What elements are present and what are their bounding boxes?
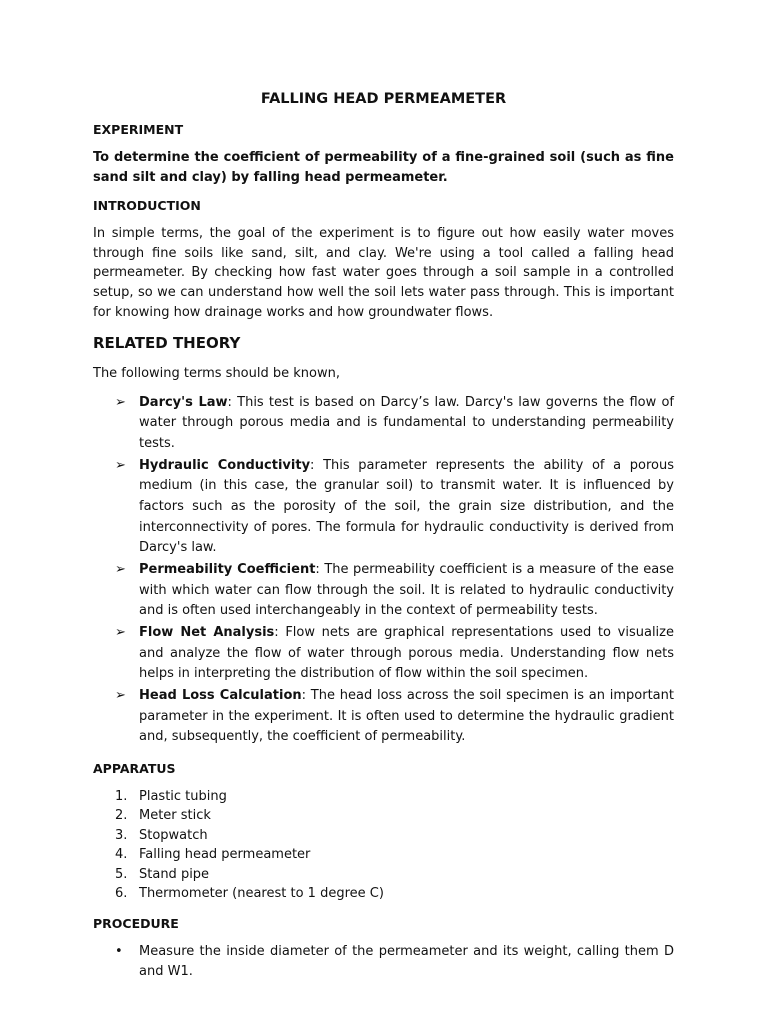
list-number: 2.	[115, 808, 128, 824]
introduction-text: In simple terms, the goal of the experiment is to figure out how easily water moves through fine soils like sand, silt, and clay. We're using a tool called a falling head permeameter. By checking how fast water goes through a soil sample in a controlled setup, so we can understand how well the soil lets water pass through. This is important for knowing how drainage works and how groundwater flows.	[93, 226, 674, 320]
list-item	[93, 884, 674, 903]
theory-description: : The permeability coefficient is a measure of the ease with which water can flow through the soil. It is related to hydraulic conductivity and is often used interchangeably in the context of permeability tests.	[139, 562, 675, 619]
theory-term-list	[93, 393, 674, 748]
list-item	[93, 560, 674, 622]
theory-description: : This test is based on Darcy’s law. Darcy's law governs the flow of water through porous media and is fundamental to understanding permeability tests.	[139, 394, 674, 451]
theory-term: Darcy's Law	[139, 394, 228, 410]
apparatus-heading: APPARATUS	[93, 761, 176, 777]
arrow-bullet-icon: ➢	[115, 625, 126, 641]
experiment-text: To determine the coefficient of permeability of a fine-grained soil (such as fine sand silt and clay) by falling head permeameter.	[93, 150, 674, 185]
list-number: 5.	[115, 866, 128, 882]
list-number: 1.	[115, 789, 128, 805]
list-item	[93, 623, 674, 685]
list-item	[93, 942, 674, 981]
arrow-bullet-icon: ➢	[115, 394, 126, 410]
apparatus-item: Stand pipe	[139, 866, 210, 882]
related-theory-intro: The following terms should be known,	[93, 366, 340, 382]
experiment-heading: EXPERIMENT	[93, 122, 184, 137]
arrow-bullet-icon: ➢	[115, 688, 126, 704]
list-item	[93, 787, 674, 806]
arrow-bullet-icon: ➢	[115, 457, 126, 473]
list-item	[93, 393, 674, 455]
procedure-step: Measure the inside diameter of the permeameter and its weight, calling them D and W1.	[139, 944, 674, 980]
arrow-bullet-icon: ➢	[115, 562, 126, 578]
list-item	[93, 456, 674, 559]
apparatus-item: Stopwatch	[139, 827, 208, 843]
list-item	[93, 865, 674, 884]
list-item	[93, 826, 674, 845]
list-number: 3.	[115, 827, 128, 843]
bullet-icon: •	[115, 944, 123, 960]
apparatus-item: Falling head permeameter	[139, 847, 311, 863]
theory-term: Head Loss Calculation	[139, 688, 302, 704]
list-number: 4.	[115, 847, 128, 863]
list-item	[93, 806, 674, 825]
list-item	[93, 686, 674, 748]
theory-term: Flow Net Analysis	[139, 625, 275, 641]
theory-term: Permeability Coefficient	[139, 562, 316, 578]
apparatus-list	[93, 787, 674, 903]
list-number: 6.	[115, 886, 128, 902]
theory-description: : The head loss across the soil specimen is an important parameter in the experiment. It is often used to determine the hydraulic gradient and, subsequently, the coefficient of permeability.	[139, 688, 674, 745]
related-theory-heading: RELATED THEORY	[93, 334, 241, 353]
procedure-heading: PROCEDURE	[93, 916, 179, 932]
apparatus-item: Thermometer (nearest to 1 degree C)	[139, 886, 384, 902]
theory-description: : Flow nets are graphical representations used to visualize and analyze the flow of water through porous media. Understanding flow nets helps in interpreting the distribution of flow within the soil specimen.	[139, 625, 674, 682]
introduction-heading: INTRODUCTION	[93, 198, 201, 214]
theory-description: : This parameter represents the ability of a porous medium (in this case, the granular soil) to transmit water. It is influenced by factors such as the porosity of the soil, the grain size distribution, and the interconnectivity of pores. The formula for hydraulic conductivity is derived from Darcy's law.	[139, 457, 674, 556]
procedure-list	[93, 942, 674, 981]
theory-term: Hydraulic Conductivity	[139, 457, 311, 473]
apparatus-item: Meter stick	[139, 808, 211, 824]
list-item	[93, 845, 674, 864]
apparatus-item: Plastic tubing	[139, 789, 227, 805]
document-title: FALLING HEAD PERMEAMETER	[260, 91, 507, 107]
